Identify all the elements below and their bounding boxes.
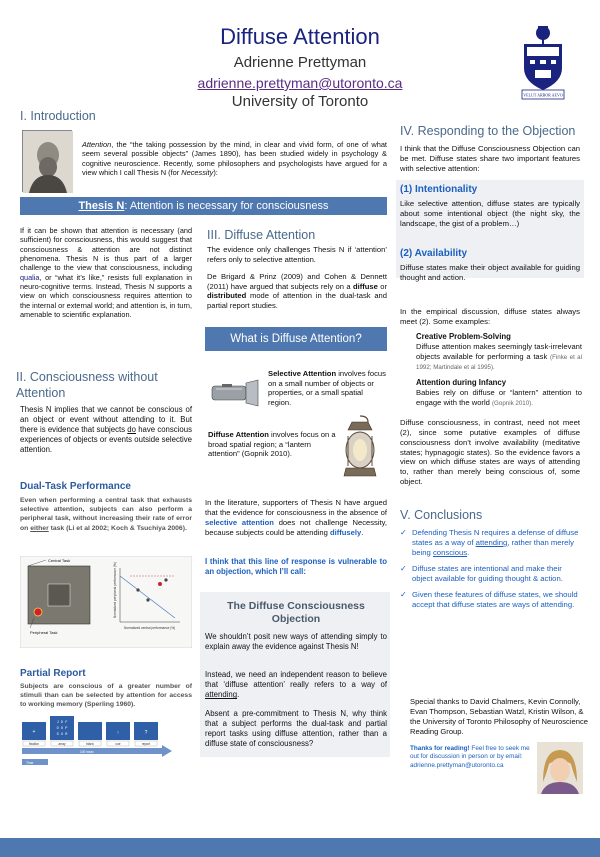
partial-step-label: array [58, 741, 66, 746]
partial-report-figure-svg [20, 712, 192, 770]
partial-step-label: report [141, 741, 151, 746]
dual-task-heading: Dual-Task Performance [20, 481, 131, 492]
partial-letters-row3: S U R [56, 733, 68, 737]
intro-body-p1-end: , or “what it’s like,” resists full explanation in neuro-cognitive terms. Instead, Thesis N supports a view on which consciousness requires attention to the internal or external world; and attention is, in turn, amenable to scientific explanation. [20, 272, 192, 319]
intro-quote-term: Attention [82, 140, 112, 149]
dual-task-text-b: task (Li et al 2002; Koch & Tsuchiya 2006). [48, 524, 187, 532]
partial-step-label: fixation [28, 741, 40, 746]
svg-text:+: + [32, 729, 36, 735]
conclusion-3-text: Given these features of diffuse states, we should accept that diffuse states are ways of attending. [412, 590, 578, 609]
conclusion-item-2 [400, 564, 582, 584]
thanks-reading-text [410, 745, 530, 770]
partial-step-label: blank [86, 741, 94, 746]
thanks-reading-rest: Feel free to seek me out for discussion in person or by email: [410, 745, 530, 761]
diffuse-p2 [207, 272, 387, 311]
checkmark-icon: ✓ [400, 590, 407, 599]
checkmark-icon: ✓ [400, 564, 407, 573]
section-heading-diffuse: III. Diffuse Attention [207, 228, 316, 242]
dual-task-text-either: either [30, 524, 49, 532]
diffuse-attention-label: Diffuse Attention [208, 430, 269, 439]
section-heading-consciousness: II. Consciousness without Attention [16, 370, 158, 400]
conclusion-2-text: Diffuse states are intentional and make their object available for guiding thought & action. [412, 564, 563, 583]
conclusion-item-1 [400, 528, 582, 558]
feature-intentionality-text: Like selective attention, diffuse states are typically about some intentional object (the night sky, the landscape, the gist of a problem…) [400, 199, 580, 228]
author-name: Adrienne Prettyman [233, 54, 367, 71]
dual-task-ylabel: Normalized peripheral performance (%) [113, 562, 117, 618]
svg-text:↑: ↑ [116, 730, 120, 736]
section-heading-introduction: I. Introduction [20, 109, 96, 123]
intro-quote-text: , the “the taking possession by the mind, in clear and vivid form, of one of what seem several possible objects” (James 1890), has been studied widely in psychology & cognitive neuroscience. Recently, some philosophers and psychologists have argued for a view which I call Thesis N (for [82, 140, 387, 177]
svg-text:?: ? [144, 730, 148, 736]
literature-text-b: does not challenge Necessity, because subjects could be attending [205, 517, 387, 537]
example-infancy-body: Babies rely on diffuse or “lantern” attention to engage with the world [416, 388, 582, 407]
conclusion-1-a: Defending Thesis N requires a defense of diffuse states as a way of [412, 528, 579, 547]
conclusion-item-3 [400, 590, 582, 610]
conclusion-1-end: . [467, 548, 470, 557]
flashlight-icon [208, 374, 262, 410]
intro-body-qualia: qualia [20, 272, 40, 282]
diffuse-p2-a: De Brigard & Prinz (2009) and Cohen & Dennett (2011) have argued that subjects rely on a [207, 272, 387, 291]
dual-task-figure [20, 556, 192, 648]
example-infancy-text [416, 388, 582, 408]
diffuse-attention-text: involves focus on a broad spatial region; a “lantern attention” (Gopnik 2010). [208, 430, 336, 459]
dual-task-text [20, 496, 192, 533]
william-james-portrait [22, 130, 72, 192]
feature-intentionality-title: (1) Intentionality [400, 184, 478, 195]
thesis-n-text: : Attention is necessary for consciousness [124, 200, 329, 212]
responding-intro: I think that the Diffuse Consciousness Objection can be met. Diffuse states share two important features with selective attention: [400, 144, 580, 173]
diffuse-p1: The evidence only challenges Thesis N if ‘attention’ refers only to selective attention. [207, 245, 387, 264]
example-creative-title: Creative Problem-Solving [416, 332, 511, 341]
checkmark-icon: ✓ [400, 528, 407, 537]
poster-title: Diffuse Attention [220, 24, 380, 49]
thesis-n-label: Thesis N [78, 200, 125, 212]
thanks-reading-email[interactable]: adrienne.prettyman@utoronto.ca [410, 761, 504, 769]
section-heading-conclusions: V. Conclusions [400, 508, 483, 522]
example-creative-text [416, 342, 582, 372]
literature-text [205, 498, 387, 537]
diffuse-p2-end: mode of attention in the dual-task and partial report studies. [207, 291, 387, 311]
conclusion-1-b: , rather than merely being [412, 538, 574, 557]
intro-body-text [20, 226, 192, 319]
flashlight-illustration [208, 374, 262, 410]
literature-end: . [361, 527, 364, 537]
partial-report-figure [20, 712, 192, 770]
conclusion-1-text [412, 528, 582, 558]
diffuse-attention-def [208, 430, 336, 459]
example-infancy-cite: (Gopnik 2010). [492, 399, 533, 407]
partial-ms-label: 100 msec [80, 750, 94, 754]
example-infancy-title: Attention during Infancy [416, 378, 507, 387]
consciousness-text [20, 405, 192, 455]
partial-report-heading: Partial Report [20, 668, 86, 679]
intro-quote [82, 140, 387, 177]
intro-quote-necessity: Necessity [181, 167, 214, 177]
conclusion-1-conscious: conscious [432, 548, 468, 557]
dual-task-peripheral-label: Peripheral Task [30, 630, 58, 635]
consciousness-text-a: Thesis N implies that we cannot be conscious of an object or event without attending to it. But there is evidence that subjects [20, 405, 192, 434]
acknowledgements-text: Special thanks to David Chalmers, Kevin Connolly, Evan Thompson, Sebastian Watzl, Kristin Wilson, & the University of Toronto Philosophy of Neuroscience Reading Group. [410, 697, 588, 736]
partial-report-text: Subjects are conscious of a greater number of stimuli than can be selected by attention for access to working memory (Sperling 1960). [20, 683, 192, 709]
dual-task-central-label: Central Task [48, 558, 71, 563]
selective-attention-def [268, 369, 388, 408]
objection-p2-attending: attending [205, 690, 238, 700]
partial-step-label: cue [115, 741, 121, 746]
intro-body-p1: If it can be shown that attention is necessary (and sufficient) for consciousness, this would suggest that consciousness & attention are not distinct phenomena. Thesis N is thus part of a larger challenge to the view that consciousness, including [20, 226, 192, 273]
author-photo-illustration [537, 742, 583, 794]
feature-availability-text: Diffuse states make their object available for guiding thought and action. [400, 263, 580, 282]
diffuse-p2-or: or [377, 281, 387, 291]
objection-p1: We shouldn’t posit new ways of attending simply to explain away the evidence against Thesis N! [205, 632, 387, 652]
thanks-reading-bold: Thanks for reading! [410, 745, 470, 752]
literature-selective: selective attention [205, 517, 274, 527]
diffuse-p2-diffuse: diffuse [352, 281, 378, 291]
partial-letters-row2: D O P [56, 727, 68, 731]
dual-task-figure-svg [20, 556, 192, 648]
consciousness-text-do: do [127, 424, 136, 434]
feature-availability-title: (2) Availability [400, 248, 468, 259]
lantern-illustration [338, 414, 382, 484]
partial-time-label: Time [26, 761, 34, 765]
literature-text-a: In the literature, supporters of Thesis N have argued that the evidence for consciousness in the absence of [205, 498, 387, 517]
partial-letters-row1: J D F [56, 721, 68, 725]
selective-attention-text: involves focus on a small number of objects or properties, or a small spatial region. [268, 369, 386, 408]
conclusion-1-attending: attending [475, 538, 508, 547]
objection-p2-end: . [237, 690, 240, 700]
literature-diffusely: diffusely [329, 527, 362, 537]
objection-p2 [205, 670, 387, 700]
portrait-illustration [23, 131, 73, 193]
example-creative-body: Diffuse attention makes seemingly task-irrelevant objects available for performing a task [416, 342, 582, 361]
example-creative-cite: (Finke et al 1992; Martindale et al 1995). [416, 353, 582, 371]
contrast-text: Diffuse consciousness, in contrast, need not meet (2), since some putative examples of diffuse consciousness don’t involve availability (meditative states; hypnagogic states). So the evidence favors a view on which diffuse states are ways of attending to, rather than merely being conscious of, some object. [400, 418, 580, 487]
crest-motto: VELUT ARBOR AEVO [523, 92, 563, 98]
footer-band [0, 838, 600, 857]
author-email[interactable]: adrienne.prettyman@utoronto.ca [197, 75, 403, 91]
thesis-n-band [20, 197, 387, 215]
dual-task-xlabel: Normalized central performance (%) [124, 626, 176, 630]
intro-quote-end: ): [213, 167, 218, 177]
objection-title: The Diffuse Consciousness Objection [227, 600, 365, 626]
dual-task-text-a: Even when performing a central task that exhausts selective attention, subjects can also perform a peripheral task, without increasing their rate of error on [20, 497, 192, 532]
empirical-text: In the empirical discussion, diffuse states always meet (2). Some examples: [400, 307, 580, 326]
university-crest-logo [518, 24, 568, 102]
objection-p3: Absent a pre-commitment to Thesis N, why think that a subject performs the dual-task and partial report tasks using diffuse attention, rather than a diffuse state of consciousness? [205, 709, 387, 749]
conclusions-list [400, 528, 582, 610]
what-is-diffuse-band: What is Diffuse Attention? [205, 327, 387, 351]
selective-attention-label: Selective Attention [268, 369, 337, 378]
university-name: University of Toronto [231, 93, 369, 110]
lantern-icon [338, 414, 382, 484]
consciousness-text-b: have conscious experiences of objects or events outside selective attention. [20, 424, 192, 454]
objection-p2-a: Instead, we need an independent reason to believe that ‘diffuse attention’ really refers to a way of [205, 670, 387, 690]
section-heading-responding: IV. Responding to the Objection [400, 124, 576, 138]
author-photo [537, 742, 583, 794]
vulnerable-text: I think that this line of response is vulnerable to an objection, which I’ll call: [205, 557, 387, 577]
diffuse-p2-distributed: distributed [207, 291, 247, 301]
